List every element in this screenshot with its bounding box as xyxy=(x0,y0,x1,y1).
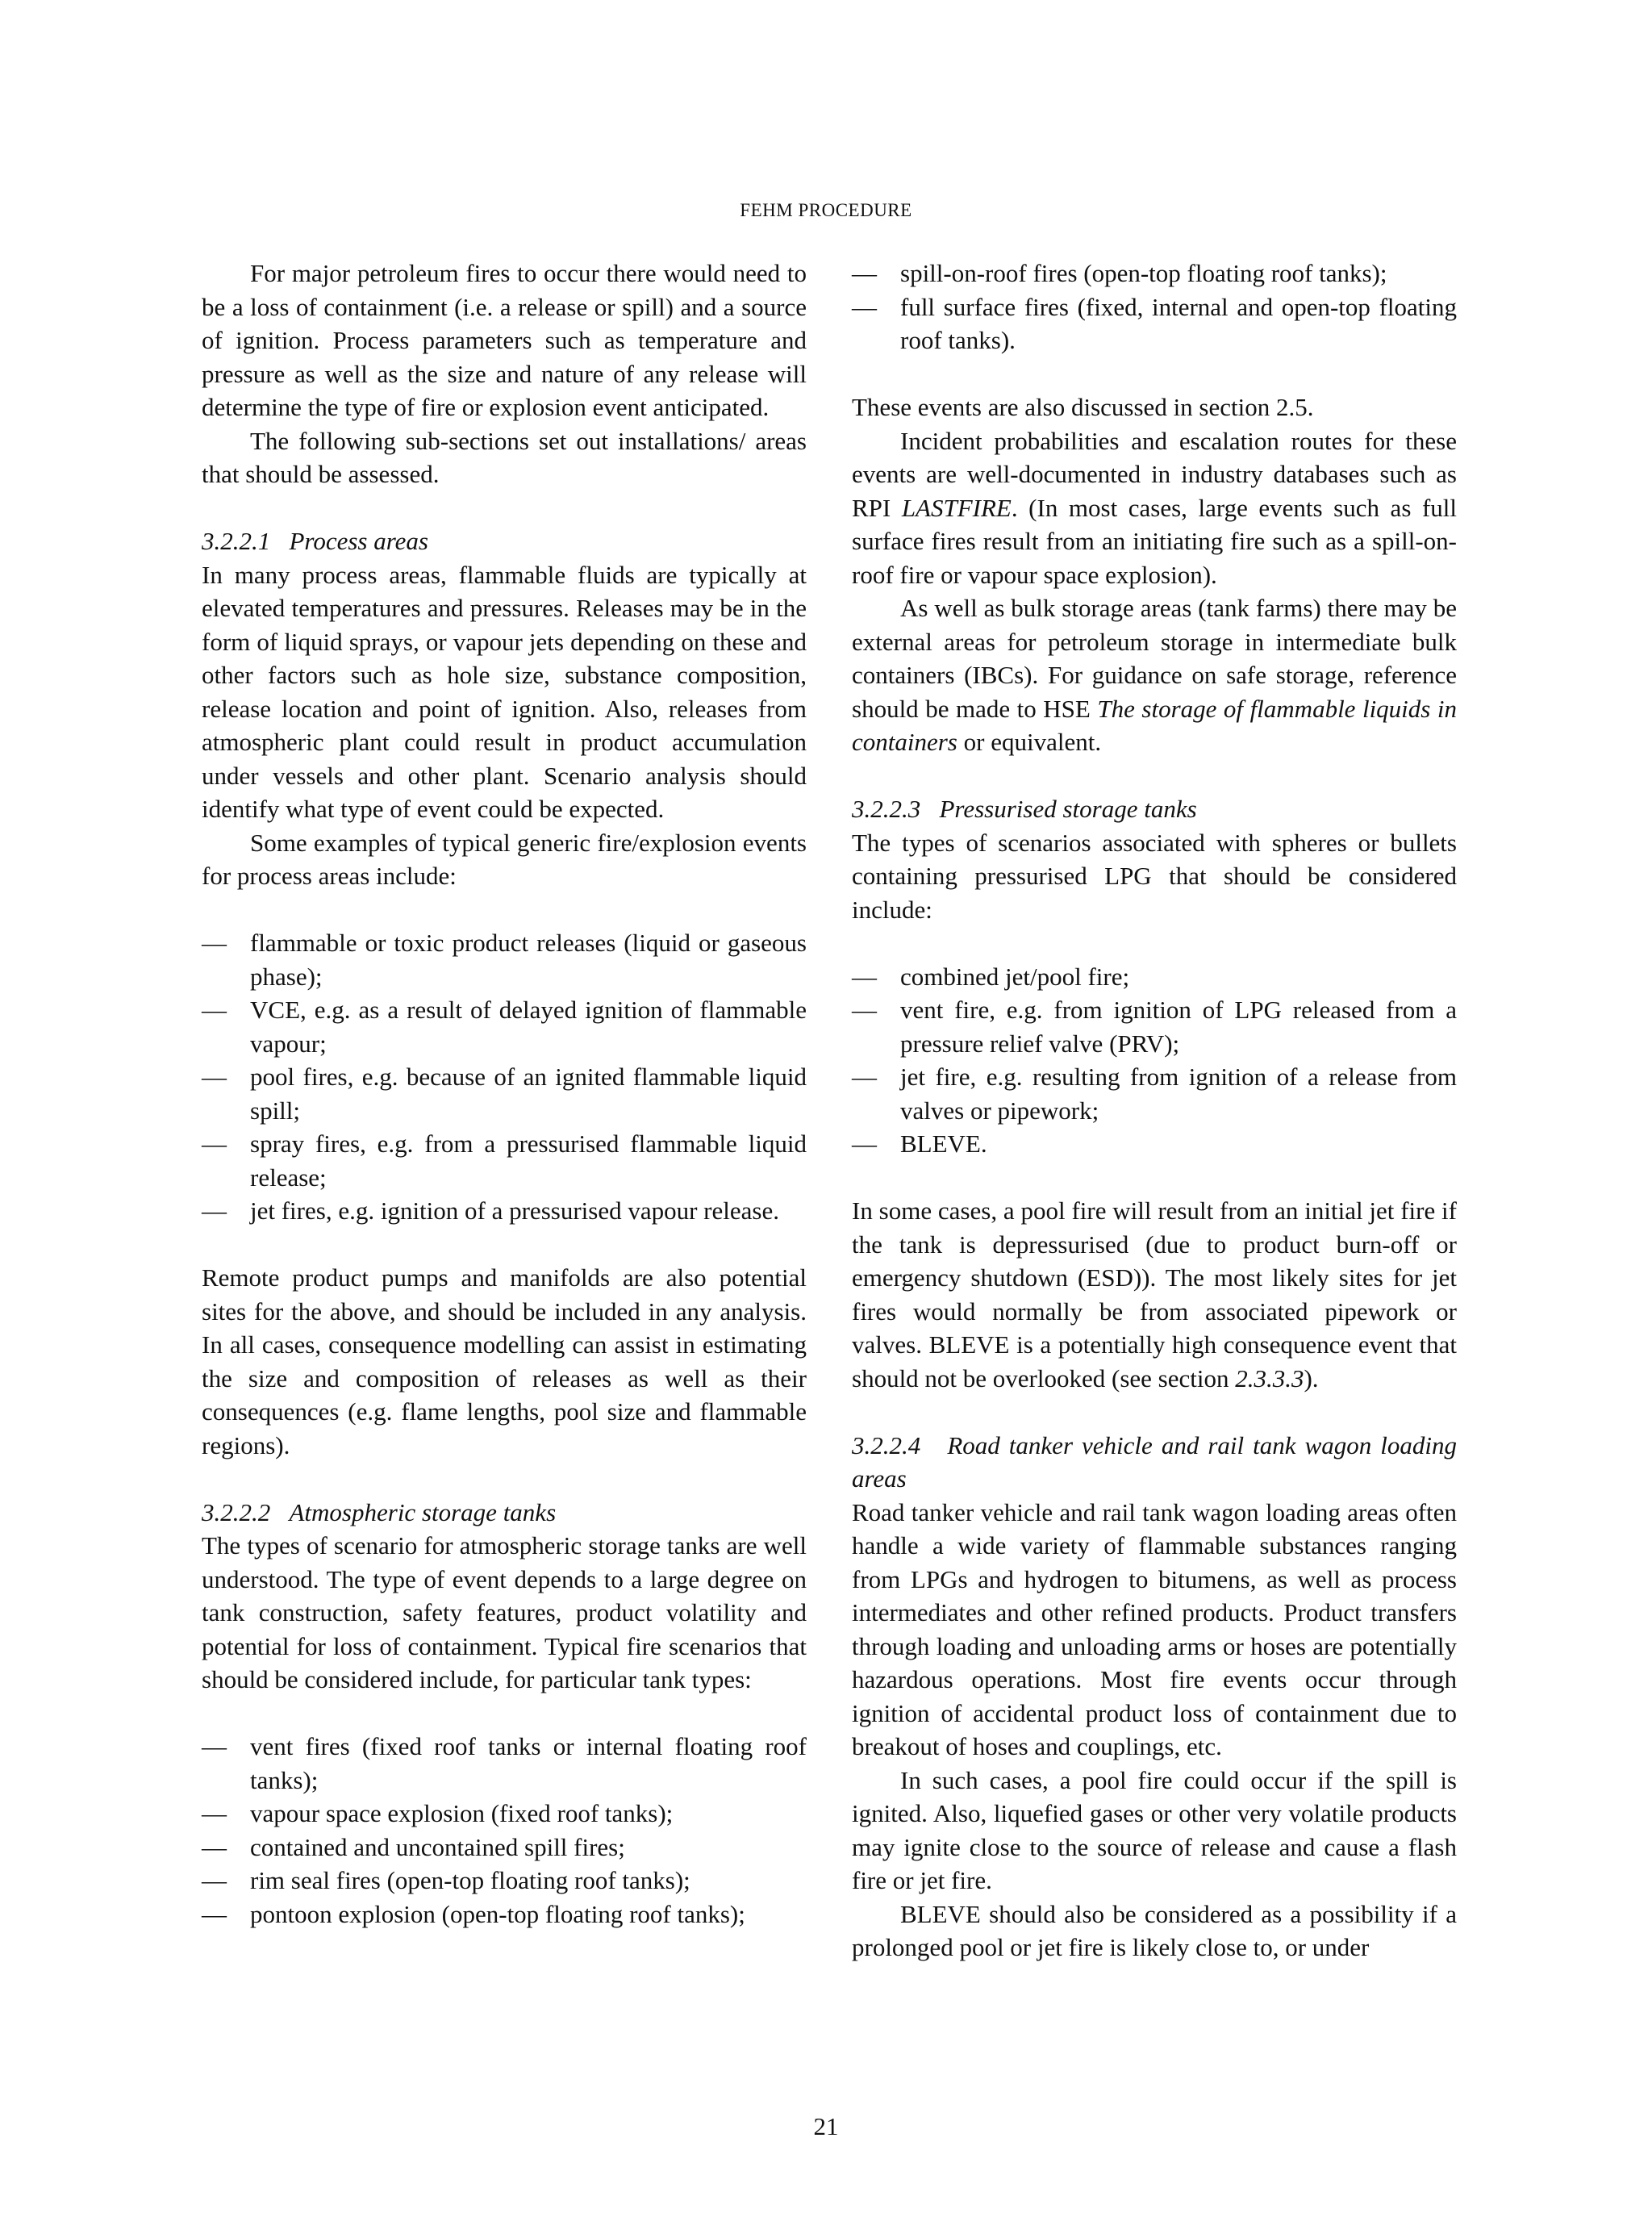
paragraph: In such cases, a pool fire could occur if the spill is ignited. Also, liquefied gases or other very volatile products may ignite close to the source of release and cause a flash fire or jet fire. xyxy=(852,1765,1457,1894)
list-item: — pontoon explosion (open-top floating roof tanks); xyxy=(202,1899,745,1928)
paragraph: Incident probabilities and escalation routes for these events are well-documented in industry databases such as RPI LASTFIRE. (In most cases, large events such as full surface fires result from an initiating fire such as a spill-on-roof fire or vapour space explosion). xyxy=(852,426,1457,589)
paragraph: The types of scenario for atmospheric storage tanks are well understood. The type of event depends to a large degree on tank construction, safety features, product volatility and potential for loss of containment. Typical fire scenarios that should be considered include, for particular tank types: xyxy=(202,1531,807,1693)
list-item: — flammable or toxic product releases (liquid or gaseous phase); xyxy=(202,929,807,991)
section-heading-3-2-2-1: 3.2.2.1 Process areas xyxy=(202,527,428,555)
dash-list xyxy=(852,257,1457,357)
list-item: — pool fires, e.g. because of an ignited flammable liquid spill; xyxy=(202,1063,807,1125)
list-item: — contained and uncontained spill fires; xyxy=(202,1832,625,1861)
dash-list xyxy=(202,1730,807,1931)
list-item: — BLEVE. xyxy=(852,1129,987,1158)
page-number: 21 xyxy=(813,2112,839,2140)
running-header: FEHM PROCEDURE xyxy=(740,200,912,220)
list-item: — vapour space explosion (fixed roof tanks); xyxy=(202,1799,674,1827)
list-item: — jet fires, e.g. ignition of a pressurised vapour release. xyxy=(202,1196,779,1225)
list-item: — combined jet/pool fire; xyxy=(852,962,1130,991)
list-item: — full surface fires (fixed, internal and open-top floating roof tanks). xyxy=(852,292,1457,354)
paragraph: Some examples of typical generic fire/explosion events for process areas include: xyxy=(202,828,807,890)
dash-list xyxy=(852,960,1457,1161)
right-column xyxy=(852,257,1457,1965)
list-item: — vent fires (fixed roof tanks or internal floating roof tanks); xyxy=(202,1732,807,1794)
list-item: — jet fire, e.g. resulting from ignition of a release from valves or pipework; xyxy=(852,1063,1457,1125)
paragraph: The following sub-sections set out installations/ areas that should be assessed. xyxy=(202,426,807,488)
paragraph: As well as bulk storage areas (tank farms) there may be external areas for petroleum storage in intermediate bulk containers (IBCs). For guidance on safe storage, reference should be made to HSE The storage of flammable liquids in containers or equivalent. xyxy=(852,594,1458,756)
paragraph: These events are also discussed in section 2.5. xyxy=(852,393,1314,421)
paragraph: Road tanker vehicle and rail tank wagon loading areas often handle a wide variety of flammable substances ranging from LPGs and hydrogen to bitumens, as well as process intermediates and other refined products. Product transfers through loading and unloading arms or hoses are potentially hazardous operations. Most fire events occur through ignition of accidental product loss of containment due to breakout of hoses and couplings, etc. xyxy=(852,1497,1457,1760)
paragraph: For major petroleum fires to occur there would need to be a loss of containment (i.e. a release or spill) and a source of ignition. Process parameters such as temperature and pressure as well as the size and nature of any release will determine the type of fire or explosion event anticipated. xyxy=(202,259,807,421)
dash-list xyxy=(202,926,807,1228)
paragraph: BLEVE should also be considered as a possibility if a prolonged pool or jet fire is likely close to, or under xyxy=(852,1899,1457,1961)
paragraph: Remote product pumps and manifolds are also potential sites for the above, and should be included in any analysis. In all cases, consequence modelling can assist in estimating the size and composition of releases as well as their consequences (e.g. flame lengths, pool size and flammable regions). xyxy=(202,1263,807,1459)
list-item: — rim seal fires (open-top floating roof tanks); xyxy=(202,1866,690,1894)
list-item: — VCE, e.g. as a result of delayed ignition of flammable vapour; xyxy=(202,996,807,1058)
list-item: — vent fire, e.g. from ignition of LPG released from a pressure relief valve (PRV); xyxy=(852,996,1457,1058)
section-heading-3-2-2-2: 3.2.2.2 Atmospheric storage tanks xyxy=(202,1497,557,1526)
paragraph: The types of scenarios associated with spheres or bullets containing pressurised LPG that should be considered include: xyxy=(852,828,1457,924)
list-item: — spray fires, e.g. from a pressurised flammable liquid release; xyxy=(202,1129,807,1192)
section-heading-3-2-2-3: 3.2.2.3 Pressurised storage tanks xyxy=(852,795,1197,823)
list-item: — spill-on-roof fires (open-top floating roof tanks); xyxy=(852,259,1387,287)
paragraph: In many process areas, flammable fluids are typically at elevated temperatures and pressures. Releases may be in the form of liquid sprays, or vapour jets depending on these and other factors such as hole size, substance composition, release location and point of ignition. Also, releases from atmospheric plant could result in product accumulation under vessels and other plant. Scenario analysis should identify what type of event could be expected. xyxy=(202,560,807,823)
paragraph: In some cases, a pool fire will result from an initial jet fire if the tank is depressurised (due to product burn-off or emergency shutdown (ESD)). The most likely sites for jet fires would normally be from associated pipework or valves. BLEVE is a potentially high consequence event that should not be overlooked (see section 2.3.3.3). xyxy=(852,1196,1457,1393)
left-column xyxy=(202,257,807,1931)
section-heading-3-2-2-4: 3.2.2.4 Road tanker vehicle and rail tank wagon loading areas xyxy=(852,1430,1457,1493)
